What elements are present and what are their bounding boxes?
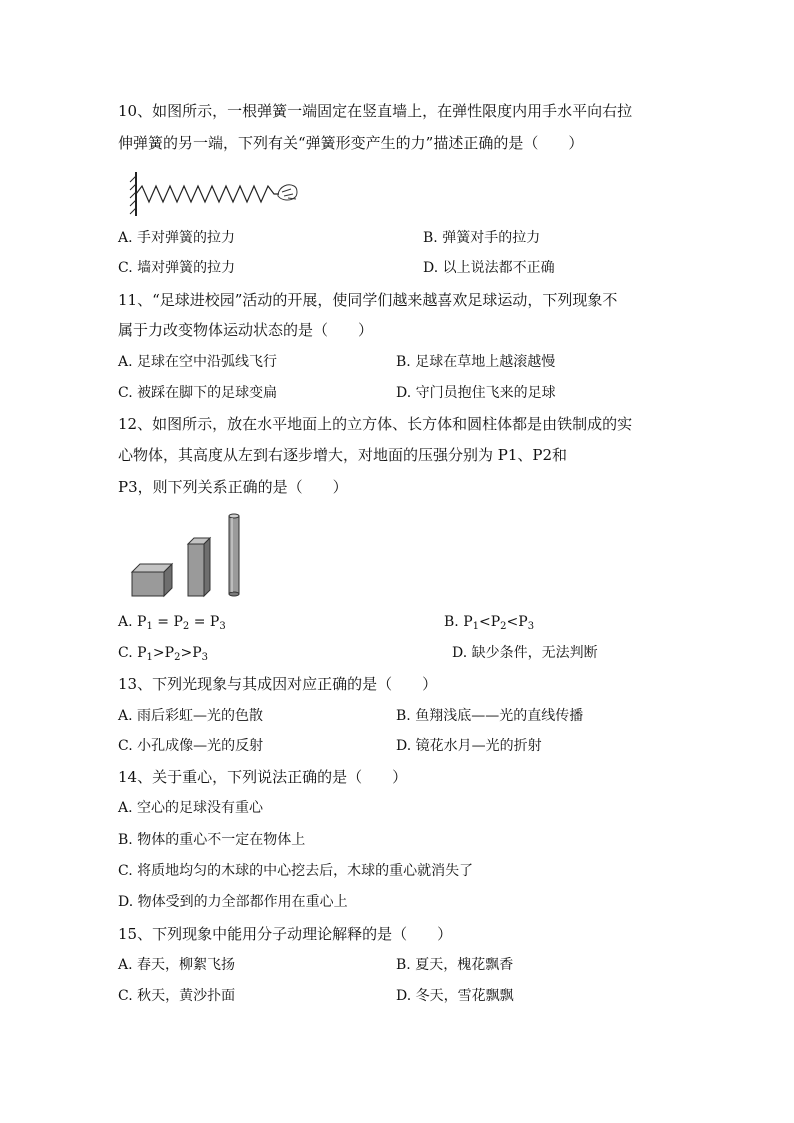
q10-option-d: D. 以上说法都不正确 [423, 260, 555, 276]
q15-stem: 15、下列现象中能用分子动理论解释的是（ ） [118, 925, 453, 943]
spring-icon [136, 186, 279, 202]
q15-option-a: A. 春天，柳絮飞扬 [118, 957, 236, 973]
q11-option-b: B. 足球在草地上越滚越慢 [396, 354, 556, 370]
q12-option-d: D. 缺少条件，无法判断 [452, 645, 598, 661]
q13-stem: 13、下列光现象与其成因对应正确的是（ ） [118, 675, 438, 693]
wall-icon [130, 172, 136, 216]
q14-option-c: C. 将质地均匀的木球的中心挖去后，木球的重心就消失了 [118, 863, 474, 879]
q14-stem: 14、关于重心，下列说法正确的是（ ） [118, 768, 408, 786]
q12-option-b: B. $P_1<P_2<P_3$ [444, 614, 535, 632]
q12-option-a: A. $P_1 = P_2 = P_3$ [118, 614, 226, 632]
q10-option-b: B. 弹簧对手的拉力 [423, 230, 541, 246]
q13-option-a: A. 雨后彩虹—光的色散 [118, 708, 264, 724]
hand-icon [278, 185, 297, 200]
q12-stem-line1: 12、如图所示，放在水平地面上的立方体、长方体和圆柱体都是由铁制成的实 [118, 415, 633, 433]
q15-option-d: D. 冬天，雪花飘飘 [396, 988, 514, 1004]
q11-option-d: D. 守门员抱住飞来的足球 [396, 385, 556, 401]
q11-option-a: A. 足球在空中沿弧线飞行 [118, 354, 278, 370]
q12-option-c: C. $P_1>P_2>P_3$ [118, 645, 208, 663]
cuboid-icon [188, 538, 210, 596]
q13-option-b: B. 鱼翔浅底——光的直线传播 [396, 708, 584, 724]
q11-option-c: C. 被踩在脚下的足球变扁 [118, 385, 278, 401]
q13-option-c: C. 小孔成像—光的反射 [118, 738, 264, 754]
cylinder-icon [229, 514, 239, 596]
q11-stem-line2: 属于力改变物体运动状态的是（ ） [118, 321, 374, 339]
cube-icon [132, 564, 172, 596]
q11-stem-line1: 11、“足球进校园”活动的开展，使同学们越来越喜欢足球运动，下列现象不 [118, 291, 618, 309]
spring-figure [126, 168, 302, 220]
q14-option-b: B. 物体的重心不一定在物体上 [118, 832, 306, 848]
q10-stem-line1: 10、如图所示，一根弹簧一端固定在竖直墙上，在弹性限度内用手水平向右拉 [118, 102, 633, 120]
q14-option-d: D. 物体受到的力全部都作用在重心上 [118, 894, 348, 910]
q10-option-c: C. 墙对弹簧的拉力 [118, 260, 236, 276]
q13-option-d: D. 镜花水月—光的折射 [396, 738, 542, 754]
q12-stem-line2: 心物体，其高度从左到右逐步增大，对地面的压强分别为 P1、P2和 [118, 446, 568, 464]
q10-option-a: A. 手对弹簧的拉力 [118, 230, 236, 246]
q15-option-c: C. 秋天，黄沙扑面 [118, 988, 236, 1004]
q12-stem-line3: P3，则下列关系正确的是（ ） [118, 478, 348, 496]
q15-option-b: B. 夏天，槐花飘香 [396, 957, 514, 973]
q14-option-a: A. 空心的足球没有重心 [118, 800, 264, 816]
solids-figure [128, 508, 250, 600]
q10-stem-line2: 伸弹簧的另一端，下列有关“弹簧形变产生的力”描述正确的是（ ） [118, 134, 584, 152]
